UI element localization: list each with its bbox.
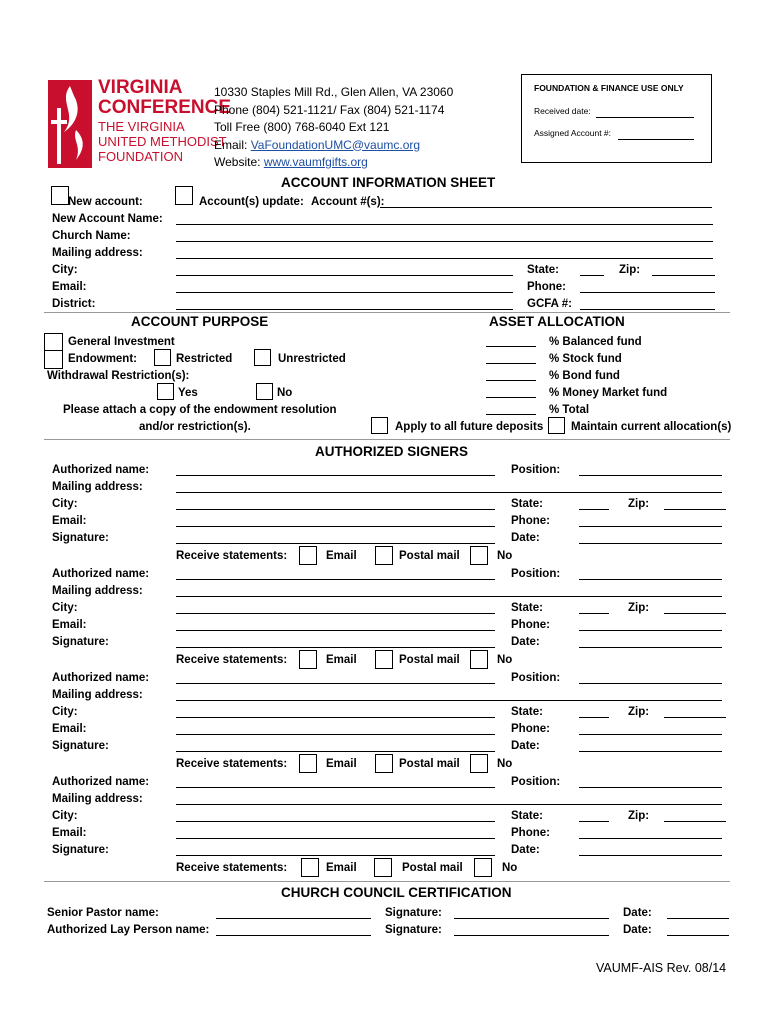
maintain-allocation-checkbox[interactable]	[548, 417, 565, 434]
logo-line-3: THE VIRGINIA	[98, 119, 185, 134]
signer-4-position-field[interactable]	[579, 787, 722, 788]
lay-signature-label: Signature:	[385, 924, 442, 936]
signer-4-phone-field[interactable]	[579, 838, 722, 839]
unrestricted-checkbox[interactable]	[254, 349, 271, 366]
address-toll-free: Toll Free (800) 768-6040 Ext 121	[214, 120, 390, 134]
signer-3-no-label: No	[497, 758, 513, 770]
signer-4-signature-field[interactable]	[176, 855, 495, 856]
signer-1-state-field[interactable]	[579, 509, 609, 510]
signer-1-signature-label: Signature:	[52, 532, 109, 544]
signer-1-email-checkbox[interactable]	[299, 546, 317, 565]
signer-2-state-label: State:	[511, 602, 543, 614]
signer-4-city-field[interactable]	[176, 821, 495, 822]
signer-3-city-label: City:	[52, 706, 78, 718]
withdrawal-yes-checkbox[interactable]	[157, 383, 174, 400]
address-email-link[interactable]: VaFoundationUMC@vaumc.org	[250, 137, 421, 152]
signer-3-city-field[interactable]	[176, 717, 495, 718]
signer-4-state-label: State:	[511, 810, 543, 822]
restricted-label: Restricted	[176, 353, 233, 365]
signer-2-phone-label: Phone:	[511, 619, 550, 631]
signer-4-no-checkbox[interactable]	[474, 858, 492, 877]
stock-fund-field[interactable]	[486, 363, 536, 364]
signer-1-city-field[interactable]	[176, 509, 495, 510]
signer-3-postal-mail-checkbox[interactable]	[375, 754, 393, 773]
signer-1-zip-field[interactable]	[664, 509, 726, 510]
signer-1-zip-label: Zip:	[628, 498, 650, 510]
signer-1-name-field[interactable]	[176, 475, 495, 476]
maintain-allocation-label: Maintain current allocation(s)	[571, 421, 732, 433]
lay-person-label: Authorized Lay Person name:	[47, 924, 210, 936]
resolution-note-1: Please attach a copy of the endowment resolution	[63, 404, 337, 416]
signer-2-city-label: City:	[52, 602, 78, 614]
signer-3-phone-label: Phone:	[511, 723, 550, 735]
divider-3	[44, 881, 730, 882]
stock-fund-label: % Stock fund	[549, 353, 622, 365]
signer-2-position-label: Position:	[511, 568, 561, 580]
signer-4-signature-label: Signature:	[52, 844, 109, 856]
signer-2-receive-statements-label: Receive statements:	[176, 654, 288, 666]
logo-line-5: FOUNDATION	[98, 149, 183, 164]
address-email-label: Email:	[214, 137, 251, 152]
signer-1-mailing-address-label: Mailing address:	[52, 481, 143, 493]
signer-2-signature-field[interactable]	[176, 647, 495, 648]
apply-future-label: Apply to all future deposits	[395, 421, 544, 433]
signer-3-state-field[interactable]	[579, 717, 609, 718]
resolution-note-2: and/or restriction(s).	[139, 421, 251, 433]
signer-1-no-checkbox[interactable]	[470, 546, 488, 565]
signer-1-postal-mail-checkbox[interactable]	[375, 546, 393, 565]
address-website-row	[214, 154, 453, 172]
signer-2-state-field[interactable]	[579, 613, 609, 614]
signer-4-zip-field[interactable]	[664, 821, 726, 822]
signer-4-email-checkbox[interactable]	[301, 858, 319, 877]
office-use-box	[521, 74, 712, 163]
authorized-signers-title: AUTHORIZED SIGNERS	[315, 444, 469, 459]
assigned-account-label: Assigned Account #:	[534, 128, 612, 138]
signer-3-position-label: Position:	[511, 672, 561, 684]
office-use-title: FOUNDATION & FINANCE USE ONLY	[534, 83, 684, 93]
city-field[interactable]	[176, 275, 513, 276]
signer-2-email-checkbox[interactable]	[299, 650, 317, 669]
signer-4-mailing-address-field[interactable]	[176, 804, 722, 805]
address-phone: Phone (804) 521-1121/ Fax (804) 521-1174	[214, 102, 445, 117]
mailing-address-field[interactable]	[176, 258, 713, 259]
signer-4-name-field[interactable]	[176, 787, 495, 788]
general-investment-label: General Investment	[68, 336, 175, 348]
state-field[interactable]	[580, 275, 604, 276]
signer-4-mailing-address-label: Mailing address:	[52, 793, 143, 805]
senior-pastor-label: Senior Pastor name:	[47, 907, 159, 919]
bond-fund-field[interactable]	[486, 380, 536, 381]
signer-4-email-label: Email:	[52, 827, 87, 839]
signer-1-email-field[interactable]	[176, 526, 495, 527]
city-label: City:	[52, 264, 78, 276]
new-account-name-label: New Account Name:	[52, 213, 163, 225]
pastor-date-field[interactable]	[667, 918, 729, 919]
signer-2-email-option-label: Email	[326, 654, 357, 666]
endowment-checkbox[interactable]	[44, 350, 63, 369]
signer-1-date-label: Date:	[511, 532, 540, 544]
signer-1-position-field[interactable]	[579, 475, 722, 476]
senior-pastor-field[interactable]	[216, 918, 371, 919]
withdrawal-no-checkbox[interactable]	[256, 383, 273, 400]
logo-line-4: UNITED METHODIST	[98, 134, 227, 149]
signer-1-position-label: Position:	[511, 464, 561, 476]
signer-3-name-label: Authorized name:	[52, 672, 150, 684]
signer-2-name-field[interactable]	[176, 579, 495, 580]
account-numbers-field[interactable]	[380, 207, 712, 208]
unrestricted-label: Unrestricted	[278, 353, 346, 365]
signer-1-email-option-label: Email	[326, 550, 357, 562]
signer-1-phone-field[interactable]	[579, 526, 722, 527]
foundation-logo	[48, 77, 232, 170]
signer-3-mailing-address-label: Mailing address:	[52, 689, 143, 701]
cross-and-flame-icon	[48, 80, 92, 168]
signer-2-position-field[interactable]	[579, 579, 722, 580]
signer-1-no-label: No	[497, 550, 513, 562]
balanced-fund-field[interactable]	[486, 346, 536, 347]
lay-signature-field[interactable]	[454, 935, 609, 936]
signer-1-signature-field[interactable]	[176, 543, 495, 544]
phone-field[interactable]	[580, 292, 715, 293]
signer-2-zip-label: Zip:	[628, 602, 650, 614]
new-account-name-field[interactable]	[176, 224, 713, 225]
signer-1-date-field[interactable]	[579, 543, 722, 544]
assigned-account-field[interactable]	[618, 139, 694, 140]
lay-person-field[interactable]	[216, 935, 371, 936]
mailing-address-label: Mailing address:	[52, 247, 143, 259]
gcfa-label: GCFA #:	[527, 298, 572, 310]
signer-1-receive-statements-label: Receive statements:	[176, 550, 288, 562]
signer-3-zip-label: Zip:	[628, 706, 650, 718]
signer-2-date-label: Date:	[511, 636, 540, 648]
signer-1-phone-label: Phone:	[511, 515, 550, 527]
signer-2-no-checkbox[interactable]	[470, 650, 488, 669]
signer-2-mailing-address-label: Mailing address:	[52, 585, 143, 597]
signer-3-zip-field[interactable]	[664, 717, 726, 718]
signer-3-signature-field[interactable]	[176, 751, 495, 752]
total-label: % Total	[549, 404, 590, 416]
signer-1-state-label: State:	[511, 498, 543, 510]
signer-2-email-label: Email:	[52, 619, 87, 631]
withdrawal-yes-label: Yes	[178, 387, 198, 399]
signer-2-date-field[interactable]	[579, 647, 722, 648]
signer-4-name-label: Authorized name:	[52, 776, 150, 788]
gcfa-field[interactable]	[580, 309, 715, 310]
signer-3-name-field[interactable]	[176, 683, 495, 684]
signer-3-postal-mail-label: Postal mail	[399, 758, 460, 770]
signer-2-mailing-address-field[interactable]	[176, 596, 722, 597]
signer-3-email-checkbox[interactable]	[299, 754, 317, 773]
email-field[interactable]	[176, 292, 513, 293]
signer-3-email-label: Email:	[52, 723, 87, 735]
pastor-date-label: Date:	[623, 907, 652, 919]
signer-2-no-label: No	[497, 654, 513, 666]
pastor-signature-label: Signature:	[385, 907, 442, 919]
signer-1-name-label: Authorized name:	[52, 464, 150, 476]
balanced-fund-label: % Balanced fund	[549, 336, 642, 348]
signer-3-date-label: Date:	[511, 740, 540, 752]
logo-line-1: VIRGINIA	[98, 77, 183, 98]
phone-label: Phone:	[527, 281, 566, 293]
signer-4-position-label: Position:	[511, 776, 561, 788]
signer-3-email-option-label: Email	[326, 758, 357, 770]
money-market-label: % Money Market fund	[549, 387, 668, 399]
account-purpose-title: ACCOUNT PURPOSE	[131, 314, 269, 329]
signer-3-signature-label: Signature:	[52, 740, 109, 752]
church-name-field[interactable]	[176, 241, 713, 242]
restricted-checkbox[interactable]	[154, 349, 171, 366]
account-info-title: ACCOUNT INFORMATION SHEET	[281, 175, 496, 190]
new-account-label: New account:	[68, 196, 143, 208]
signer-4-receive-statements-label: Receive statements:	[176, 862, 288, 874]
zip-field[interactable]	[652, 275, 715, 276]
church-name-label: Church Name:	[52, 230, 131, 242]
signer-4-postal-mail-checkbox[interactable]	[374, 858, 392, 877]
withdrawal-no-label: No	[277, 387, 293, 399]
bond-fund-label: % Bond fund	[549, 370, 620, 382]
signer-2-name-label: Authorized name:	[52, 568, 150, 580]
total-field[interactable]	[486, 414, 536, 415]
signer-2-postal-mail-label: Postal mail	[399, 654, 460, 666]
signer-2-signature-label: Signature:	[52, 636, 109, 648]
signer-4-zip-label: Zip:	[628, 810, 650, 822]
signer-4-email-field[interactable]	[176, 838, 495, 839]
received-date-field[interactable]	[596, 117, 694, 118]
signer-4-state-field[interactable]	[579, 821, 609, 822]
lay-date-label: Date:	[623, 924, 652, 936]
address-block	[214, 84, 453, 172]
signer-2-phone-field[interactable]	[579, 630, 722, 631]
signer-2-email-field[interactable]	[176, 630, 495, 631]
signer-3-phone-field[interactable]	[579, 734, 722, 735]
signer-4-date-label: Date:	[511, 844, 540, 856]
signer-2-zip-field[interactable]	[664, 613, 726, 614]
logo-line-2: CONFERENCE	[98, 97, 232, 118]
address-website-link[interactable]: www.vaumfgifts.org	[263, 155, 368, 169]
withdrawal-label: Withdrawal Restriction(s):	[47, 370, 190, 382]
signer-1-email-label: Email:	[52, 515, 87, 527]
received-date-label: Received date:	[534, 106, 591, 116]
email-label: Email:	[52, 281, 87, 293]
account-update-label: Account(s) update:	[199, 196, 304, 208]
divider-1	[44, 312, 730, 313]
signer-2-city-field[interactable]	[176, 613, 495, 614]
signer-1-mailing-address-field[interactable]	[176, 492, 722, 493]
district-label: District:	[52, 298, 96, 310]
certification-title: CHURCH COUNCIL CERTIFICATION	[281, 885, 512, 900]
signer-3-email-field[interactable]	[176, 734, 495, 735]
zip-label: Zip:	[619, 264, 641, 276]
address-email-row	[214, 137, 453, 155]
account-numbers-label: Account #(s):	[311, 196, 385, 208]
money-market-field[interactable]	[486, 397, 536, 398]
signer-3-no-checkbox[interactable]	[470, 754, 488, 773]
address-website-label: Website:	[214, 155, 264, 169]
signer-4-city-label: City:	[52, 810, 78, 822]
signer-4-email-option-label: Email	[326, 862, 357, 874]
signer-1-postal-mail-label: Postal mail	[399, 550, 460, 562]
signer-4-date-field[interactable]	[579, 855, 722, 856]
asset-allocation-title: ASSET ALLOCATION	[489, 314, 625, 329]
signer-1-city-label: City:	[52, 498, 78, 510]
signer-4-no-label: No	[502, 862, 518, 874]
new-account-checkbox[interactable]	[51, 186, 69, 205]
account-update-checkbox[interactable]	[175, 186, 193, 205]
district-field[interactable]	[176, 309, 513, 310]
state-label: State:	[527, 264, 559, 276]
signer-3-mailing-address-field[interactable]	[176, 700, 722, 701]
signer-3-date-field[interactable]	[579, 751, 722, 752]
revision-label: VAUMF-AIS Rev. 08/14	[596, 961, 727, 975]
signer-3-position-field[interactable]	[579, 683, 722, 684]
signer-4-postal-mail-label: Postal mail	[402, 862, 463, 874]
endowment-label: Endowment:	[68, 353, 137, 365]
divider-2	[44, 439, 730, 440]
address-street: 10330 Staples Mill Rd., Glen Allen, VA 23060	[214, 85, 454, 99]
signer-4-phone-label: Phone:	[511, 827, 550, 839]
pastor-signature-field[interactable]	[454, 918, 609, 919]
apply-future-checkbox[interactable]	[371, 417, 388, 434]
signer-3-receive-statements-label: Receive statements:	[176, 758, 288, 770]
signer-2-postal-mail-checkbox[interactable]	[375, 650, 393, 669]
lay-date-field[interactable]	[667, 935, 729, 936]
signer-3-state-label: State:	[511, 706, 543, 718]
